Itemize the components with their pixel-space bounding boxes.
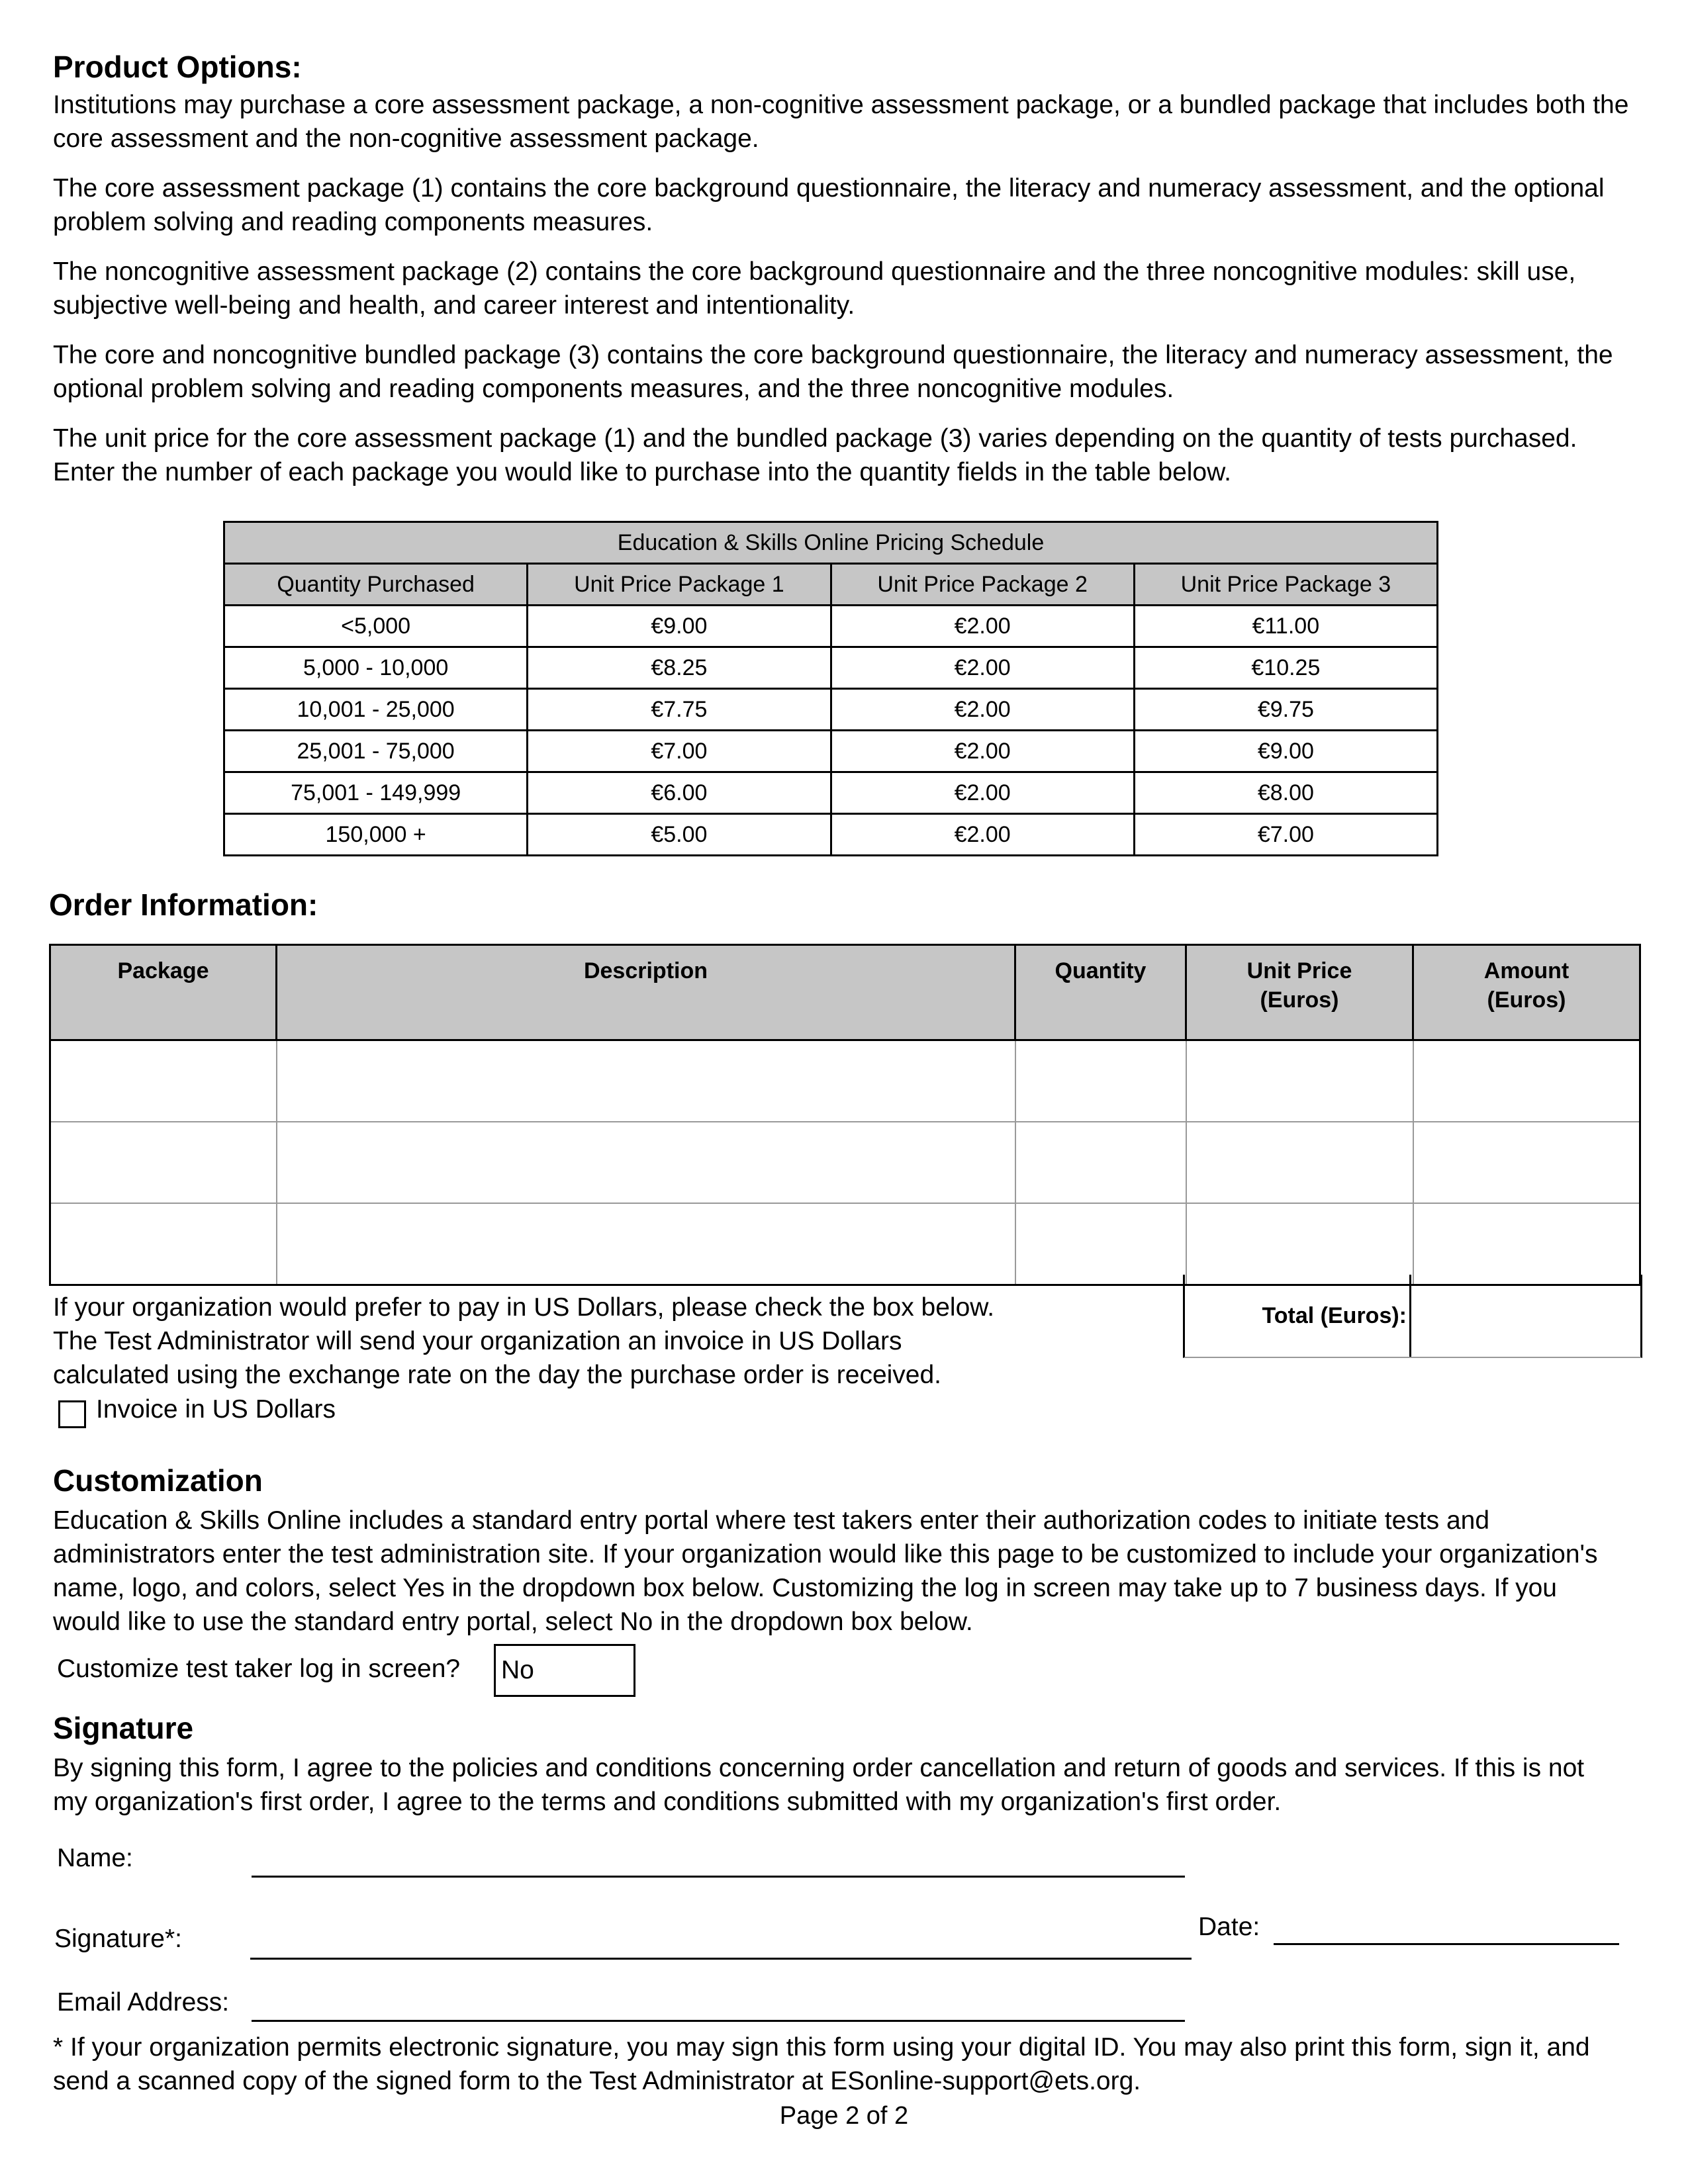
- table-row: [224, 772, 1438, 814]
- table-cell: 10,001 - 25,000: [224, 689, 528, 731]
- table-cell: €7.75: [528, 689, 831, 731]
- table-cell: €2.00: [831, 689, 1134, 731]
- amount-field[interactable]: [1413, 1122, 1640, 1203]
- table-row: [224, 731, 1438, 772]
- table-cell: <5,000: [224, 606, 528, 647]
- table-cell: €2.00: [831, 772, 1134, 814]
- table-cell: €5.00: [528, 814, 831, 856]
- unit-price-paragraph: The unit price for the core assessment package (1) and the bundled package (3) varies depending on the quantity of tests purchased. Enter the number of each package you would like to purchase into the quantity fields in the table below.: [53, 424, 1577, 486]
- order-header-unit-price: Unit Price (Euros): [1186, 945, 1413, 1040]
- name-label: Name:: [57, 1844, 133, 1872]
- table-row: [224, 814, 1438, 856]
- signature-heading: Signature: [53, 1711, 194, 1745]
- pricing-table-title: Education & Skills Online Pricing Schedule: [224, 522, 1438, 564]
- table-cell: €9.00: [1134, 731, 1437, 772]
- order-row-2: [50, 1122, 1640, 1203]
- table-cell: 75,001 - 149,999: [224, 772, 528, 814]
- pricing-header-quantity: Quantity Purchased: [224, 564, 528, 606]
- table-cell: €8.25: [528, 647, 831, 689]
- quantity-field[interactable]: [1015, 1122, 1186, 1203]
- pricing-header-package-2: Unit Price Package 2: [831, 564, 1134, 606]
- customize-question-label: Customize test taker log in screen?: [57, 1655, 461, 1683]
- date-label: Date:: [1198, 1913, 1260, 1941]
- order-header-amount: Amount (Euros): [1413, 945, 1640, 1040]
- signature-label: Signature*:: [54, 1925, 182, 1953]
- order-information-heading: Order Information:: [49, 887, 318, 922]
- table-cell: €10.25: [1134, 647, 1437, 689]
- signature-input-line[interactable]: [250, 1958, 1192, 1960]
- pricing-schedule-table: [223, 521, 1438, 856]
- pricing-header-row: [224, 564, 1438, 606]
- order-row-1: [50, 1040, 1640, 1122]
- table-cell: €7.00: [528, 731, 831, 772]
- table-cell: €7.00: [1134, 814, 1437, 856]
- table-cell: €6.00: [528, 772, 831, 814]
- customize-login-select[interactable]: [494, 1644, 635, 1697]
- name-input-line[interactable]: [252, 1876, 1185, 1878]
- unit-price-field[interactable]: [1186, 1040, 1413, 1122]
- table-cell: €2.00: [831, 647, 1134, 689]
- quantity-field[interactable]: [1015, 1040, 1186, 1122]
- table-row: [224, 647, 1438, 689]
- table-cell: €2.00: [831, 606, 1134, 647]
- table-cell: €8.00: [1134, 772, 1437, 814]
- package-field[interactable]: [50, 1040, 277, 1122]
- order-row-3: [50, 1203, 1640, 1285]
- email-input-line[interactable]: [252, 2020, 1185, 2022]
- table-cell: €9.00: [528, 606, 831, 647]
- core-package-paragraph: The core assessment package (1) contains the core background questionnaire, the literacy and numeracy assessment, and the optional problem solving and reading components measures.: [53, 174, 1605, 236]
- noncognitive-package-paragraph: The noncognitive assessment package (2) contains the core background questionnaire and the three noncognitive modules: skill use, subjective well-being and health, and career interest and intentionality.: [53, 257, 1576, 320]
- table-cell: €2.00: [831, 731, 1134, 772]
- invoice-usd-label: Invoice in US Dollars: [96, 1395, 336, 1424]
- total-box: [1183, 1275, 1642, 1358]
- table-cell: 5,000 - 10,000: [224, 647, 528, 689]
- package-field[interactable]: [50, 1122, 277, 1203]
- product-options-heading: Product Options:: [53, 50, 302, 84]
- description-field[interactable]: [277, 1122, 1015, 1203]
- email-label: Email Address:: [57, 1988, 230, 2017]
- signature-agreement: By signing this form, I agree to the policies and conditions concerning order cancellation and return of goods and services. If this is not my organization's first order, I agree to the terms and conditions submitted with my organization's first order.: [53, 1754, 1585, 1816]
- usd-note: If your organization would prefer to pay in US Dollars, please check the box below. The Test Administrator will send your organization an invoice in US Dollars calculated using the exchange rate on the day the purchase order is received.: [53, 1293, 995, 1389]
- order-table: [49, 944, 1641, 1286]
- signature-footnote: * If your organization permits electronic signature, you may sign this form using your digital ID. You may also print this form, sign it, and send a scanned copy of the signed form to the Test Administrator at ESonline-support@ets.org.: [53, 2033, 1590, 2095]
- table-cell: €11.00: [1134, 606, 1437, 647]
- unit-price-field[interactable]: [1186, 1122, 1413, 1203]
- quantity-field[interactable]: [1015, 1203, 1186, 1285]
- page-number: Page 2 of 2: [779, 2102, 909, 2130]
- table-row: [224, 606, 1438, 647]
- order-header-quantity: Quantity: [1015, 945, 1186, 1040]
- order-header-row: [50, 945, 1640, 1040]
- table-cell: €9.75: [1134, 689, 1437, 731]
- intro-paragraph: Institutions may purchase a core assessment package, a non-cognitive assessment package, or a bundled package that includes both the core assessment and the non-cognitive assessment package.: [53, 91, 1629, 153]
- customization-heading: Customization: [53, 1463, 263, 1498]
- pricing-header-package-1: Unit Price Package 1: [528, 564, 831, 606]
- package-field[interactable]: [50, 1203, 277, 1285]
- table-cell: €2.00: [831, 814, 1134, 856]
- customize-login-selected: No: [501, 1656, 534, 1684]
- total-field[interactable]: [1413, 1275, 1638, 1357]
- table-row: [224, 689, 1438, 731]
- amount-field[interactable]: [1413, 1040, 1640, 1122]
- invoice-usd-checkbox[interactable]: [58, 1400, 86, 1428]
- total-label: Total (Euros):: [1185, 1275, 1411, 1357]
- description-field[interactable]: [277, 1040, 1015, 1122]
- order-header-description: Description: [277, 945, 1015, 1040]
- bundled-package-paragraph: The core and noncognitive bundled package (3) contains the core background questionnaire, the literacy and numeracy assessment, the optional problem solving and reading components measures, and the three noncognitive modules.: [53, 341, 1613, 403]
- unit-price-field[interactable]: [1186, 1203, 1413, 1285]
- description-field[interactable]: [277, 1203, 1015, 1285]
- amount-field[interactable]: [1413, 1203, 1640, 1285]
- table-cell: 150,000 +: [224, 814, 528, 856]
- pricing-header-package-3: Unit Price Package 3: [1134, 564, 1437, 606]
- order-header-package: Package: [50, 945, 277, 1040]
- customization-paragraph: Education & Skills Online includes a standard entry portal where test takers enter their authorization codes to initiate tests and administrators enter the test administration site. If your organization would like this page to be customized to include your organization's name, logo, and colors, select Yes in the dropdown box below. Customizing the log in screen may take up to 7 business days. If you would like to use the standard entry portal, select No in the dropdown box below.: [53, 1506, 1598, 1636]
- date-input-line[interactable]: [1274, 1943, 1619, 1945]
- table-cell: 25,001 - 75,000: [224, 731, 528, 772]
